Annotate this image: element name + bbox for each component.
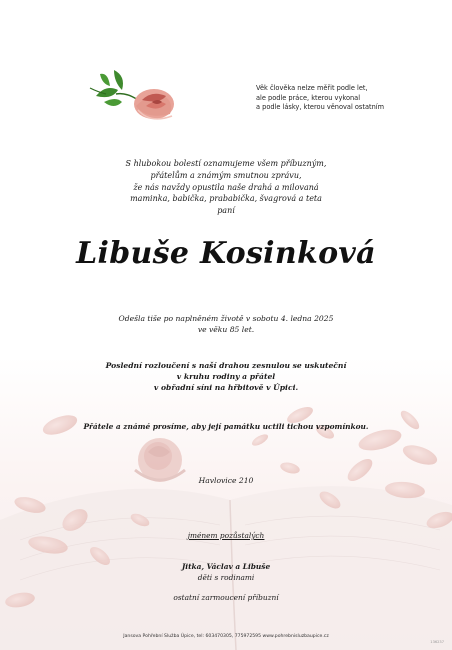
address: Havlovice 210 — [198, 476, 254, 485]
relatives: ostatní zarmoucení příbuzní — [173, 593, 279, 602]
announcement-line: přátelům a známým smutnou zprávu, — [150, 170, 302, 180]
behalf-label — [0, 531, 452, 540]
announcement-line: že nás navždy opustila naše drahá a milovaná — [133, 182, 319, 192]
announcement-line: paní — [217, 206, 235, 216]
death-age-line: ve věku 85 let. — [197, 325, 255, 334]
announcement-line: S hlubokou bolestí oznamujeme všem příbuzným, — [125, 159, 327, 168]
rose-icon — [86, 66, 182, 130]
funeral-service-footer: Jansova Pohřební Služba Úpice, tel: 603470305, 775972595 www.pohrebnisluzbaupice.cz — [123, 634, 329, 639]
quote-line: Věk člověka nelze měřit podle let, — [256, 84, 368, 92]
mourners — [0, 562, 452, 583]
farewell-line: v kruhu rodiny a přátel — [176, 372, 276, 381]
announcement-line: maminka, babička, prababička, švagrová a teta — [130, 194, 322, 204]
announcement-text — [0, 158, 452, 217]
mourner-relation: děti s rodinami — [197, 572, 255, 582]
mourner-names: Jitka, Václav a Libuše — [181, 562, 271, 571]
farewell-line: v obřadní síni na hřbitově v Úpici. — [153, 383, 299, 392]
quote-line: ale podle práce, kterou vykonal — [256, 93, 361, 102]
death-info — [0, 313, 452, 335]
farewell-line: Poslední rozloučení s naší drahou zesnulou se uskuteční — [105, 361, 347, 370]
remembrance-request: Přátele a známé prosíme, aby její památku uctili tichou vzpomínkou. — [83, 422, 369, 431]
farewell-info — [0, 360, 452, 393]
epigraph-quote — [256, 84, 446, 113]
quote-line: a podle lásky, kterou věnoval ostatním — [256, 103, 385, 112]
behalf-label-text: jménem pozůstalých — [187, 531, 265, 540]
document-id: 136237 — [430, 640, 444, 644]
death-date-line: Odešla tiše po naplněném životě v sobotu 4. ledna 2025 — [118, 314, 334, 323]
deceased-name: Libuše Kosinková — [76, 236, 376, 271]
